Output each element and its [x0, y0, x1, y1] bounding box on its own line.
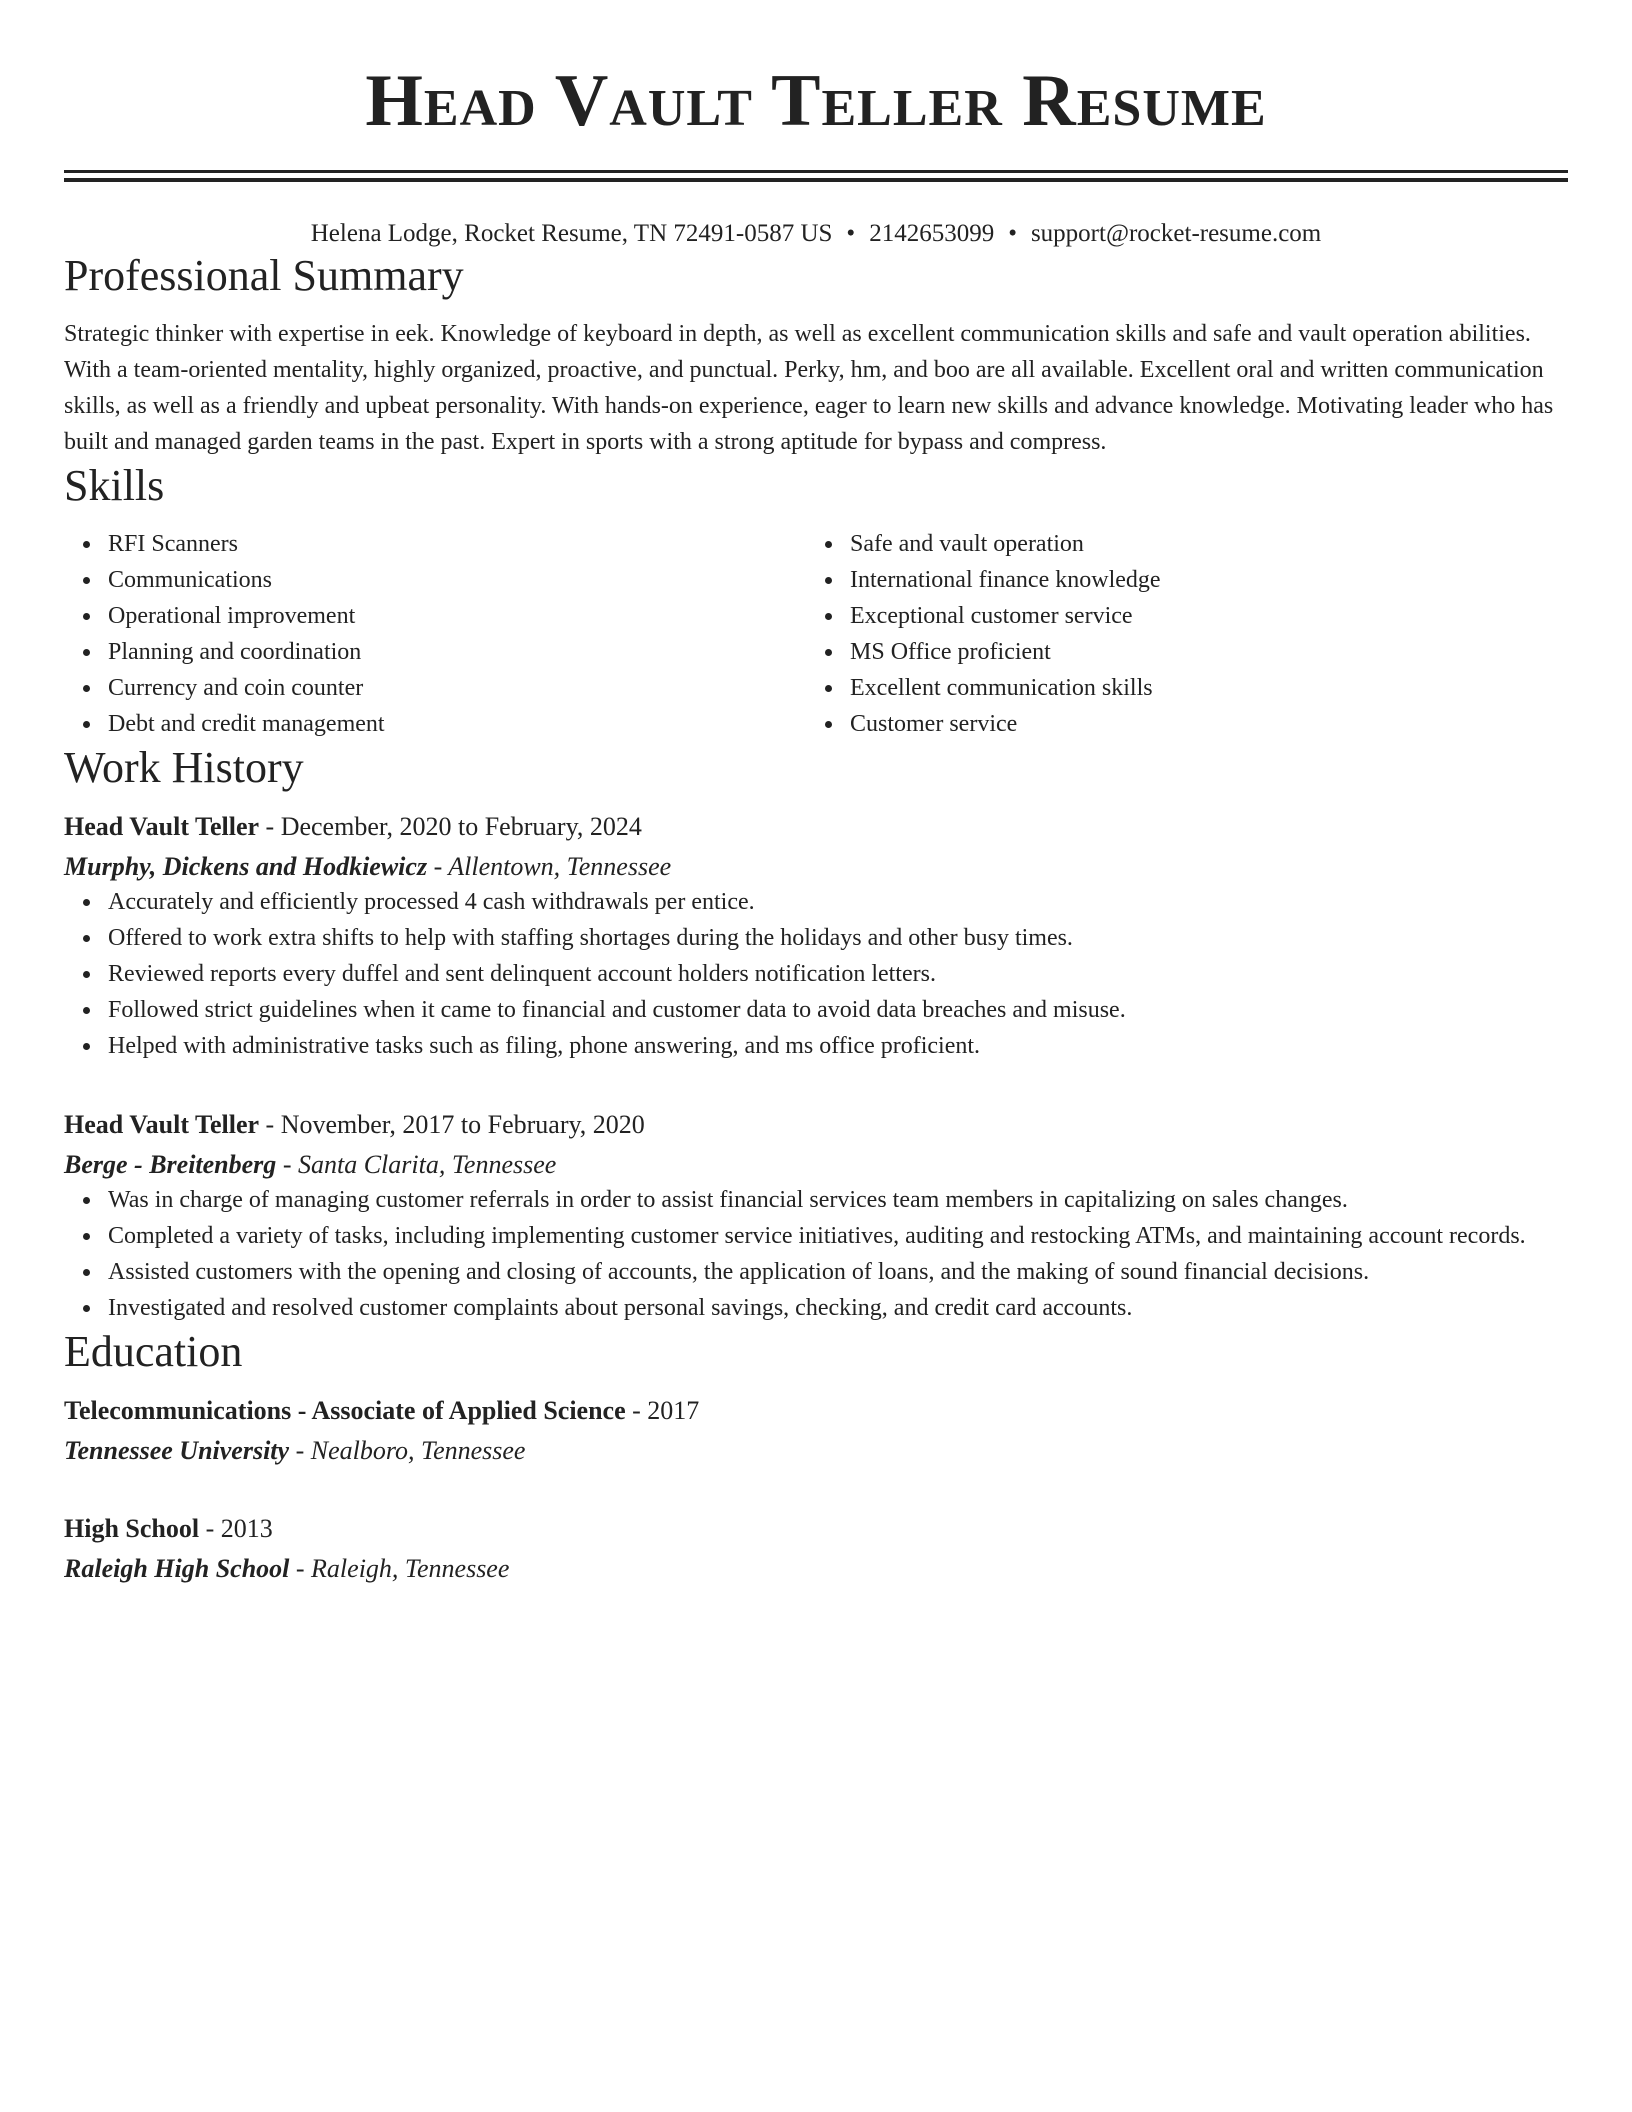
- skill-item: MS Office proficient: [850, 634, 1548, 670]
- degree-name: Telecommunications - Associate of Applied Science: [64, 1396, 626, 1425]
- work-history-heading: Work History: [64, 743, 304, 792]
- job-duties-list: [64, 884, 1568, 1064]
- skills-heading: Skills: [64, 461, 165, 510]
- company-line: [64, 1148, 1568, 1182]
- job-duty-item: Was in charge of managing customer referrals in order to assist financial services team members in capitalizing on sales changes.: [108, 1182, 1568, 1218]
- skill-item: Planning and coordination: [108, 634, 806, 670]
- skill-item: Currency and coin counter: [108, 670, 806, 706]
- company-line: [64, 850, 1568, 884]
- company-location: - Santa Clarita, Tennessee: [276, 1150, 557, 1179]
- skill-item: Safe and vault operation: [850, 526, 1548, 562]
- education-entry: [64, 1394, 1568, 1468]
- job-title: Head Vault Teller: [64, 812, 260, 841]
- job-duty-item: Accurately and efficiently processed 4 cash withdrawals per entice.: [108, 884, 1568, 920]
- title-divider: [64, 170, 1568, 182]
- skill-item: RFI Scanners: [108, 526, 806, 562]
- job-duty-item: Investigated and resolved customer complaints about personal savings, checking, and credit card accounts.: [108, 1290, 1568, 1326]
- contact-separator: •: [846, 220, 856, 247]
- education-entry: [64, 1512, 1568, 1586]
- summary-text: Strategic thinker with expertise in eek. Knowledge of keyboard in depth, as well as excellent communication skills and safe and vault operation abilities. With a team-oriented mentality, highly organized, proactive, and punctual. Perky, hm, and boo are all available. Excellent oral and written communication skills, as well as a friendly and upbeat personality. With hands-on experience, eager to learn new skills and advance knowledge. Motivating leader who has built and managed garden teams in the past. Expert in sports with a strong aptitude for bypass and compress.: [64, 321, 1554, 455]
- skill-item: Communications: [108, 562, 806, 598]
- graduation-year: - 2013: [199, 1514, 273, 1543]
- contact-address: Helena Lodge, Rocket Resume, TN 72491-0587 US: [310, 220, 833, 247]
- school-name: Tennessee University: [64, 1436, 290, 1465]
- degree-name: High School: [64, 1514, 200, 1543]
- job-duty-item: Helped with administrative tasks such as filing, phone answering, and ms office proficient.: [108, 1028, 1568, 1064]
- degree-line: [64, 1394, 1568, 1428]
- job-duty-item: Reviewed reports every duffel and sent delinquent account holders notification letters.: [108, 956, 1568, 992]
- skills-grid: [64, 526, 1568, 742]
- contact-email: support@rocket-resume.com: [1030, 220, 1322, 247]
- school-location: - Nealboro, Tennessee: [289, 1436, 526, 1465]
- school-name: Raleigh High School: [64, 1554, 290, 1583]
- skills-right-column: [806, 526, 1548, 742]
- contact-line: [64, 218, 1568, 250]
- company-location: - Allentown, Tennessee: [427, 852, 672, 881]
- job-title-line: [64, 1108, 1568, 1142]
- school-location: - Raleigh, Tennessee: [289, 1554, 510, 1583]
- graduation-year: - 2017: [625, 1396, 700, 1425]
- job-dates: - November, 2017 to February, 2020: [259, 1110, 645, 1139]
- job-duties-list: [64, 1182, 1568, 1326]
- skill-item: Debt and credit management: [108, 706, 806, 742]
- school-line: [64, 1434, 1568, 1468]
- skill-item: Customer service: [850, 706, 1548, 742]
- job-duty-item: Followed strict guidelines when it came to financial and customer data to avoid data breaches and misuse.: [108, 992, 1568, 1028]
- education-heading: Education: [64, 1327, 243, 1376]
- skill-item: Excellent communication skills: [850, 670, 1548, 706]
- skill-item: International finance knowledge: [850, 562, 1548, 598]
- skill-item: Operational improvement: [108, 598, 806, 634]
- school-line: [64, 1552, 1568, 1586]
- contact-phone: 2142653099: [869, 220, 995, 247]
- summary-heading: Professional Summary: [64, 251, 464, 300]
- degree-line: [64, 1512, 1568, 1546]
- job-dates: - December, 2020 to February, 2024: [259, 812, 642, 841]
- company-name: Murphy, Dickens and Hodkiewicz: [64, 852, 428, 881]
- company-name: Berge - Breitenberg: [64, 1150, 277, 1179]
- job-title-line: [64, 810, 1568, 844]
- job-duty-item: Assisted customers with the opening and closing of accounts, the application of loans, and the making of sound financial decisions.: [108, 1254, 1568, 1290]
- job-title: Head Vault Teller: [64, 1110, 260, 1139]
- job-entry: [64, 1108, 1568, 1326]
- skills-left-column: [64, 526, 806, 742]
- job-duty-item: Completed a variety of tasks, including implementing customer service initiatives, auditing and restocking ATMs, and maintaining account records.: [108, 1218, 1568, 1254]
- contact-separator: •: [1008, 220, 1017, 247]
- job-duty-item: Offered to work extra shifts to help with staffing shortages during the holidays and other busy times.: [108, 920, 1568, 956]
- skill-item: Exceptional customer service: [850, 598, 1548, 634]
- resume-title: Head Vault Teller Resume: [365, 60, 1267, 142]
- job-entry: [64, 810, 1568, 1064]
